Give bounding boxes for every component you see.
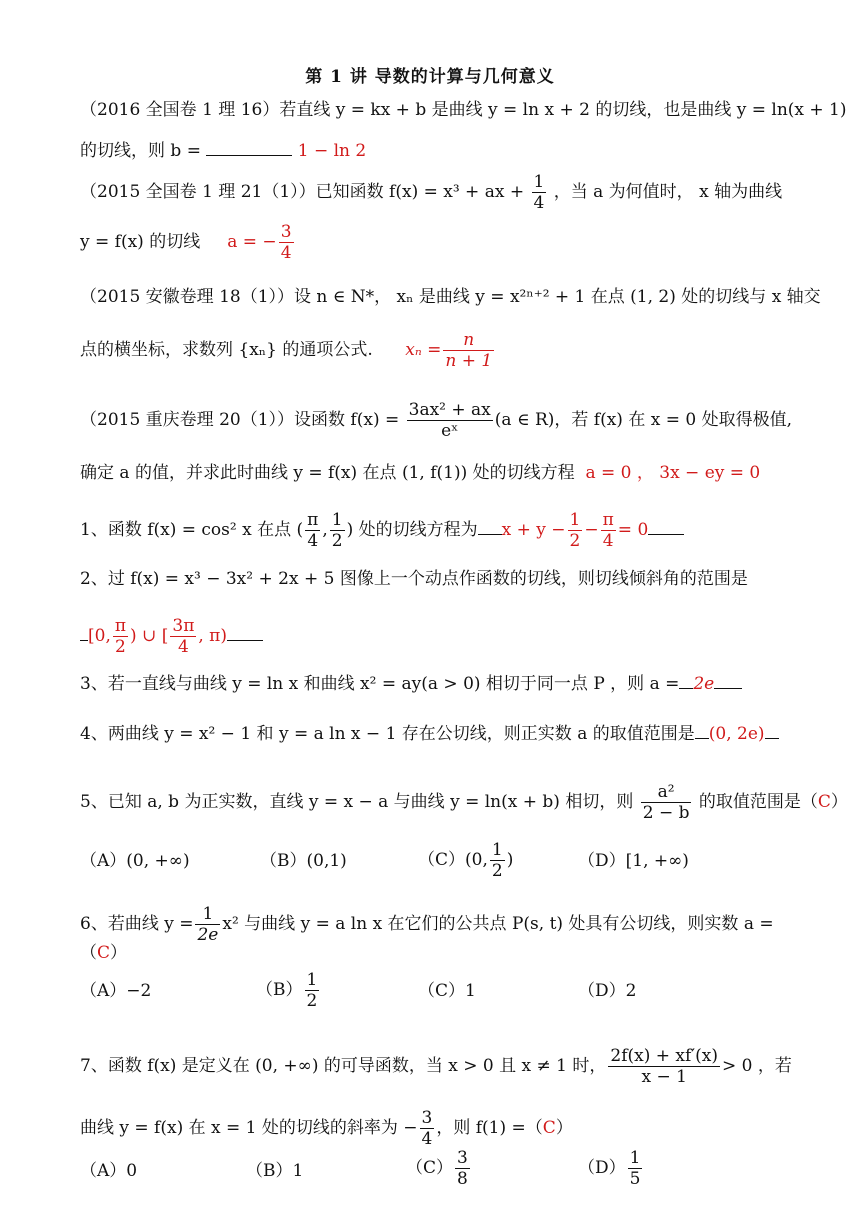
question-text: 2、过 f(x) = x³ − 3x² + 2x + 5 图像上一个动点作函数的切线，则切线倾斜角的范围是 [80,569,748,589]
fraction: $\frac{\pi}{4}$ [307,510,319,551]
question-text: 3、若一直线与曲线 y = ln x 和曲线 x² = ay(a > 0) 相切于同一点 P ，则 a = [80,674,680,694]
problem-text: y = f(x) 的切线 [80,232,201,252]
page-title: 第 1 讲 导数的计算与几何意义 [305,67,555,87]
question-6-answer [80,940,780,966]
answer: [0, [88,626,111,646]
answer-fraction: $\frac{\pi}{2}$ [114,616,127,657]
question-text: 4、两曲线 y = x² − 1 和 y = a ln x − 1 存在公切线，则正实数 a 的取值范围是 [80,724,695,744]
problem-text: ，当 a 为何值时， x 轴为曲线 [553,182,783,202]
fraction: $\frac{3}{4}$ [421,1108,433,1149]
answer-blank [478,516,502,535]
answer: 2e [693,674,715,694]
question-text: 6、若曲线 y = [80,914,194,934]
question-text: 曲线 y = f(x) 在 x = 1 处的切线的斜率为 − [80,1118,418,1138]
fraction: $\frac{3}{8}$ [457,1148,468,1189]
question-5 [80,782,848,823]
answer-blank [648,516,684,535]
question-text: > 0 ，若 [722,1056,792,1076]
option-a: （A）−2 [80,981,152,1001]
question-7-line2 [80,1108,780,1149]
question-2-answer [80,616,780,657]
question-text: 7、函数 f(x) 是定义在 (0, +∞) 的可导函数，当 x > 0 且 x ≠ 1 时， [80,1056,607,1076]
answer-blank [80,622,88,641]
question-text: 的取值范围是（ [698,792,818,812]
question-7 [80,1046,792,1087]
fraction: $\frac{\text{3ax² + ax}}{\text{eˣ}}$ [408,400,491,441]
answer: ) ∪ [ [130,626,169,646]
option-c: （C）(0, $\frac{1}{2}$ ) [418,840,514,881]
question-text: ） [830,792,848,812]
question-4 [80,720,780,747]
question-text: （ [80,943,97,963]
problem-text: 若直线 y = kx + b 是曲线 y = ln x + 2 的切线，也是曲线 y = ln(x + 1) [279,100,847,120]
option-c: （C） $\frac{3}{8}$ [406,1148,468,1189]
question-text: x² 与曲线 y = a ln x 在它们的公共点 P(s, t) 处具有公切线，则实数 a = [222,914,774,934]
option-a: （A）(0, +∞) [80,851,190,871]
problem-text: 点的横坐标，求数列 {xₙ} 的通项公式. [80,340,373,360]
answer-blank [714,670,742,689]
answer-fraction: $\frac{\pi}{4}$ [602,510,614,551]
fraction: $\frac{\text{a²}}{2 - b}$ [642,782,690,823]
fraction: $\frac{2f(x) + xf'(x)}{x - 1}$ [610,1046,719,1087]
option-d: （D）2 [578,981,637,1001]
problem-2015-1-line1 [80,172,783,213]
answer-blank [679,670,693,689]
answer-fraction: $\frac{n}{n + 1}$ [445,330,493,371]
answer-fraction: $\frac{3\pi}{4}$ [172,616,195,657]
answer: , π) [198,626,227,646]
answer: C [542,1118,556,1138]
fraction: $\frac{1}{2}$ [331,510,343,551]
source-label: （2016 全国卷 1 理 16） [80,100,280,120]
problem-anhui-line2 [80,330,780,371]
option-b: （B）1 [246,1161,304,1181]
answer: (0, 2e) [708,724,765,744]
fraction: $\frac{1}{5}$ [629,1148,641,1189]
source-label: （2015 全国卷 1 理 21（1）） [80,182,316,202]
answer: 1 − ln 2 [297,141,367,161]
question-3 [80,670,780,697]
answer-blank [206,137,292,156]
problem-chongqing-line1 [80,400,792,441]
problem-text: 的切线，则 b = [80,141,201,161]
answer-fraction: $\frac{3}{4}$ [280,222,292,263]
question-text: 5、已知 a, b 为正实数，直线 y = x − a 与曲线 y = ln(x + b) 相切，则 [80,792,634,812]
answer-fraction: $\frac{1}{2}$ [569,510,581,551]
fraction: $\frac{1}{2e}$ [197,904,219,945]
problem-2015-1-line2 [80,222,780,263]
option-c: （C）1 [418,981,476,1001]
answer-blank [695,720,709,739]
fraction: $\frac{1}{4}$ [533,172,545,213]
answer: x + y − [501,520,566,540]
source-label: （2015 安徽卷理 18（1）） [80,287,295,307]
problem-anhui-line1 [80,284,821,310]
option-d: （D） $\frac{1}{5}$ [578,1148,641,1189]
question-text: ) 处的切线方程为 [346,520,478,540]
question-text: ） [110,943,128,963]
problem-text: 已知函数 f(x) = x³ + ax + [315,182,525,202]
answer: a = 0 ， 3x − ey = 0 [585,463,761,483]
answer: C [817,792,831,812]
answer: C [97,943,111,963]
question-1: 1、函数 f(x) = cos² x 在点 ( $\frac{\pi}{4}$ , $\frac{1}{2}$ ) 处的切线方程为 x + y − $\frac{1}{2}$ − $\frac{\pi}{4}$ = 0 [80,510,780,551]
problem-chongqing-line2 [80,460,780,486]
fraction: $\frac{1}{2}$ [306,970,318,1011]
problem-text: (a ∈ R)，若 f(x) 在 x = 0 处取得极值, [494,410,792,430]
answer: xₙ = [405,340,442,360]
question-text: ，则 f(1) =（ [436,1118,543,1138]
answer: = 0 [617,520,649,540]
problem-text: 确定 a 的值，并求此时曲线 y = f(x) 在点 (1, f(1)) 处的切线方程 [80,463,575,483]
option-b: （B） $\frac{1}{2}$ [256,970,318,1011]
question-text: 1、函数 f(x) = cos² x 在点 ( [80,520,304,540]
problem-2016-line2 [80,137,780,164]
problem-2016-line1 [80,97,847,123]
fraction: $\frac{1}{2}$ [491,840,503,881]
option-d: （D）[1, +∞) [578,851,689,871]
source-label: （2015 重庆卷理 20（1）） [80,410,295,430]
question-2 [80,566,780,592]
answer: a = − [227,232,277,252]
question-6 [80,904,780,945]
problem-text: 设 n ∈ N*， xₙ 是曲线 y = x²ⁿ⁺² + 1 在点 (1, 2) 处的切线与 x 轴交 [294,287,821,307]
option-b: （B）(0,1) [260,851,347,871]
answer-blank [765,720,779,739]
question-text: ） [555,1118,573,1138]
option-a: （A）0 [80,1161,138,1181]
answer-blank [227,622,263,641]
problem-text: 设函数 f(x) = [294,410,400,430]
